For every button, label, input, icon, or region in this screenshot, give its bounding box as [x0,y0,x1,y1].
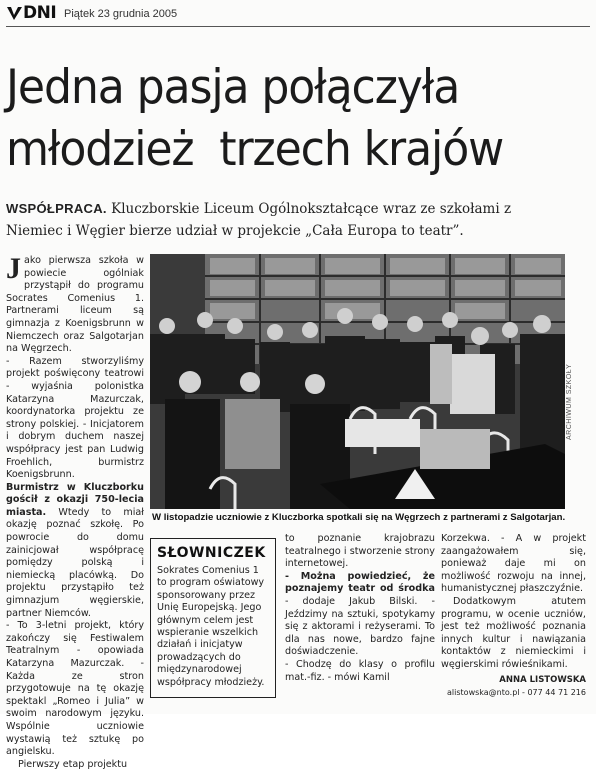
issue-date: Piątek 23 grudnia 2005 [64,8,178,20]
headline-line-2: młodzież trzech krajów [6,122,504,177]
glossary-title: SŁOWNICZEK [157,545,266,561]
article-column-middle [285,533,435,684]
author-contact: alistowska@nto.pl - 077 44 71 216 [447,688,586,698]
logo-v-mark-icon [6,5,23,22]
headline-line-1: Jedna pasja połączyła [6,60,460,115]
lead-text: Kluczborskie Liceum Ogólnokształcące wraz ze szkołami z Niemiec i Węgier bierze udział w projekcie „Cała Europa to teatr”. [6,201,512,239]
paragraph-mayor-text: Wtedy to miał okazję poznać szkołę. Po powrocie do domu zainicjował współpracę pomiędzy polską i niemiecką placówką. Do projektu przystąpiło też gimnazjum węgierskie, partner Niemców. [6,506,144,619]
glossary-text: Sokrates Comenius 1 to program oświatowy sponsorowany przez Unię Europejską. Jego głównym celem jest wspieranie wszelkich działań i inicjatyw prowadzących do międzynarodowej współpracy młodzieży. [157,565,265,688]
paragraph-festival: - To 3-letni projekt, który zakończy się Festiwalem Teatralnym - opowiada Katarzyna Mazurczak. - Każda ze stron przygotowuje na tę okazję spektakl „Romeo i Julia” w swoim narodowym języku. Wspólnie uczniowie wystawią też sztukę po angielsku. [6,620,144,758]
paragraph-benefits: Dodatkowym atutem programu, w ocenie uczniów, jest też możliwość poznania innych kultur i nawiązania kontaktów z niemieckimi i węgierskimi rówieśnikami. [441,595,586,670]
photo-caption: W listopadzie uczniowie z Kluczborka spotkali się na Węgrzech z partnerami z Salgotarjan. [152,512,566,523]
paragraph-mayor [6,482,144,621]
paragraph-quote-bilski [285,571,435,659]
logo-text: DNI [23,3,57,23]
quote-bilski-text: - dodaje Jakub Bilski. - Jeździmy na sztuki, spotykamy się z aktorami i reżyserami. To dla nas nowe, bardzo fajne doświadczenie. [285,595,435,658]
subhead-mayor: Burmistrz w Kluczborku gościł z okazji 750-lecia miasta. [6,481,144,518]
masthead [6,4,590,27]
quote-bilski-bold: - Można powiedzieć, że poznajemy teatr od środka [285,570,435,595]
group-photo-image [150,254,565,509]
paragraph-quote-1: - Razem stworzyliśmy projekt poświęcony teatrowi - wyjaśnia polonistka Katarzyna Mazurczak, koordynatorka projektu ze strony polskiej. - Inicjatorem i dobrym duchem naszej współpracy jest pan Ludwig Froehlich, burmistrz Koenigsbrunn. [6,355,144,481]
article-column-right [441,533,586,700]
paragraph-website: to poznanie krajobrazu teatralnego i stworzenie strony internetowej. [285,533,435,570]
newspaper-logo [6,4,56,23]
group-photo [150,254,565,509]
lead-paragraph [6,198,536,242]
paragraph-quote-kamil: - Chodzę do klasy o profilu mat.-fiz. - mówi Kamil [285,658,435,683]
article-column-left [6,252,144,771]
paragraph-intro-text: ako pierwsza szkoła w powiecie ogólniak przystąpił do programu Socrates Comenius 1. Partnerami liceum są gimnazja z Koenigsbrunn w Niemczech oraz Salgotarjan na Węgrzech. [6,255,144,355]
lead-kicker: WSPÓŁPRACA. [6,201,107,216]
photo-credit: ARCHIWUM SZKOŁY [566,363,573,440]
paragraph-intro [6,252,144,356]
paragraph-kamil-continued: Korzekwa. - A w projekt zaangażowałem się, ponieważ daje mi on możliwość rozwoju na innej, humanistycznej płaszczyźnie. [441,533,586,595]
author-byline: ANNA LISTOWSKA [499,674,586,685]
drop-cap: J [6,252,21,285]
glossary-box [150,538,276,698]
headline [6,57,555,181]
paragraph-continuation: Pierwszy etap projektu [18,758,128,770]
